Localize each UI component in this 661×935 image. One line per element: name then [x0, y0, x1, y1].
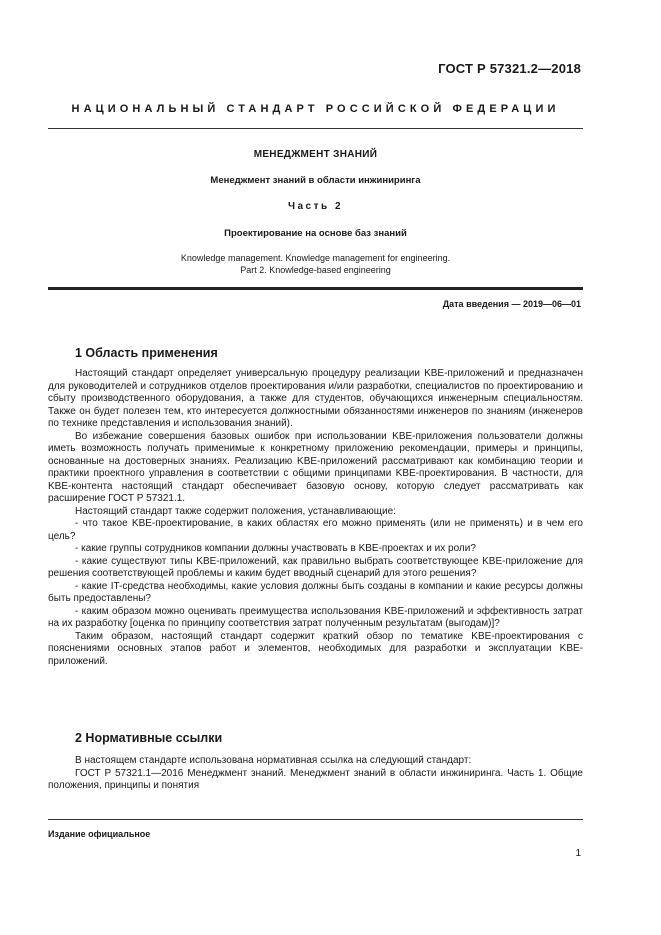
list-item: - какие группы сотрудников компании должны участвовать в KBE-проектах и их роли?: [75, 543, 476, 554]
paragraph: В настоящем стандарте использована нормативная ссылка на следующий стандарт:: [75, 755, 472, 766]
paragraph: Таким образом, настоящий стандарт содержит краткий обзор по тематике KBE-проектирования с пояснениями основных этапов работ и элементов, необходимых для разработки и эксплуатации KBE-приложений.: [48, 630, 583, 667]
list-item: - какие IT-средства необходимы, какие условия должны быть созданы в компании и какие ресурсы должны быть предоставлены?: [48, 580, 583, 604]
footer-rule: [48, 819, 583, 820]
gost-number: ГОСТ Р 57321.2—2018: [438, 61, 581, 76]
paragraph: Настоящий стандарт определяет универсальную процедуру реализации KBE-приложений и предназначен для руководителей и сотрудников отделов проектирования и/или разработки, специалистов по проектированию и сбыту производственного оборудования, а также для студентов, обучающихся инженерным специальностям. Также он будет полезен тем, кто интересуется должностными обязанностями инженеров по знаниям (инженеров по технике представления и использования знаний).: [48, 368, 583, 429]
paragraph: Настоящий стандарт также содержит положения, устанавливающие:: [75, 505, 396, 517]
document-part: Часть 2: [287, 201, 344, 212]
section-1-heading: 1 Область применения: [75, 346, 218, 360]
english-title-line-1: Knowledge management. Knowledge management for engineering.: [180, 253, 451, 263]
section-2-body: [48, 755, 583, 793]
introduction-date: Дата введения — 2019—06—01: [442, 299, 581, 309]
document-title: МЕНЕДЖМЕНТ ЗНАНИЙ: [253, 149, 378, 160]
title-rule: [48, 287, 583, 290]
page-number: 1: [575, 848, 581, 859]
header-rule: [48, 128, 583, 129]
list-item: - какие существуют типы KBE-приложений, как правильно выбрать соответствующее KBE-приложение для решения соответствующей проблемы и каким будет вводный сценарий для этого решения?: [48, 555, 583, 579]
list-item: - что такое KBE-проектирование, в каких областях его можно применять (или не применять) и в чем его цель?: [48, 518, 583, 542]
document-subtitle: Менеджмент знаний в области инжиниринга: [210, 175, 421, 186]
national-standard-banner: НАЦИОНАЛЬНЫЙ СТАНДАРТ РОССИЙСКОЙ ФЕДЕРАЦИИ: [71, 103, 560, 115]
paragraph: ГОСТ Р 57321.1—2016 Менеджмент знаний. Менеджмент знаний в области инжиниринга. Часть 1. Общие положения, принципы и понятия: [48, 767, 583, 791]
official-edition-label: Издание официальное: [48, 829, 151, 839]
english-title-line-2: Part 2. Knowledge-based engineering: [240, 265, 391, 275]
paragraph: Во избежание совершения базовых ошибок при использовании KBE-приложения пользователи должны иметь возможность получать применимые к конкретному приложению рекомендации, примеры и принципы, основанные на достоверных знаниях. Реализацию KBE-приложений рассматривают как комбинацию теории и практики проектного управления в соответствии с общими принципами KBE-проектирования. В частности, для KBE-контента настоящий стандарт обеспечивает базовую основу, которую следует рассматривать как расширение ГОСТ Р 57321.1.: [48, 430, 583, 504]
section-2-heading: 2 Нормативные ссылки: [75, 731, 223, 745]
list-item: - каким образом можно оценивать преимущества использования KBE-приложений и эффективность затрат на их разработку [оценка по принципу соответствия затрат полученным результатам (выгодам)]?: [48, 605, 583, 629]
section-1-body: [48, 368, 583, 668]
document-part-name: Проектирование на основе баз знаний: [224, 228, 407, 239]
